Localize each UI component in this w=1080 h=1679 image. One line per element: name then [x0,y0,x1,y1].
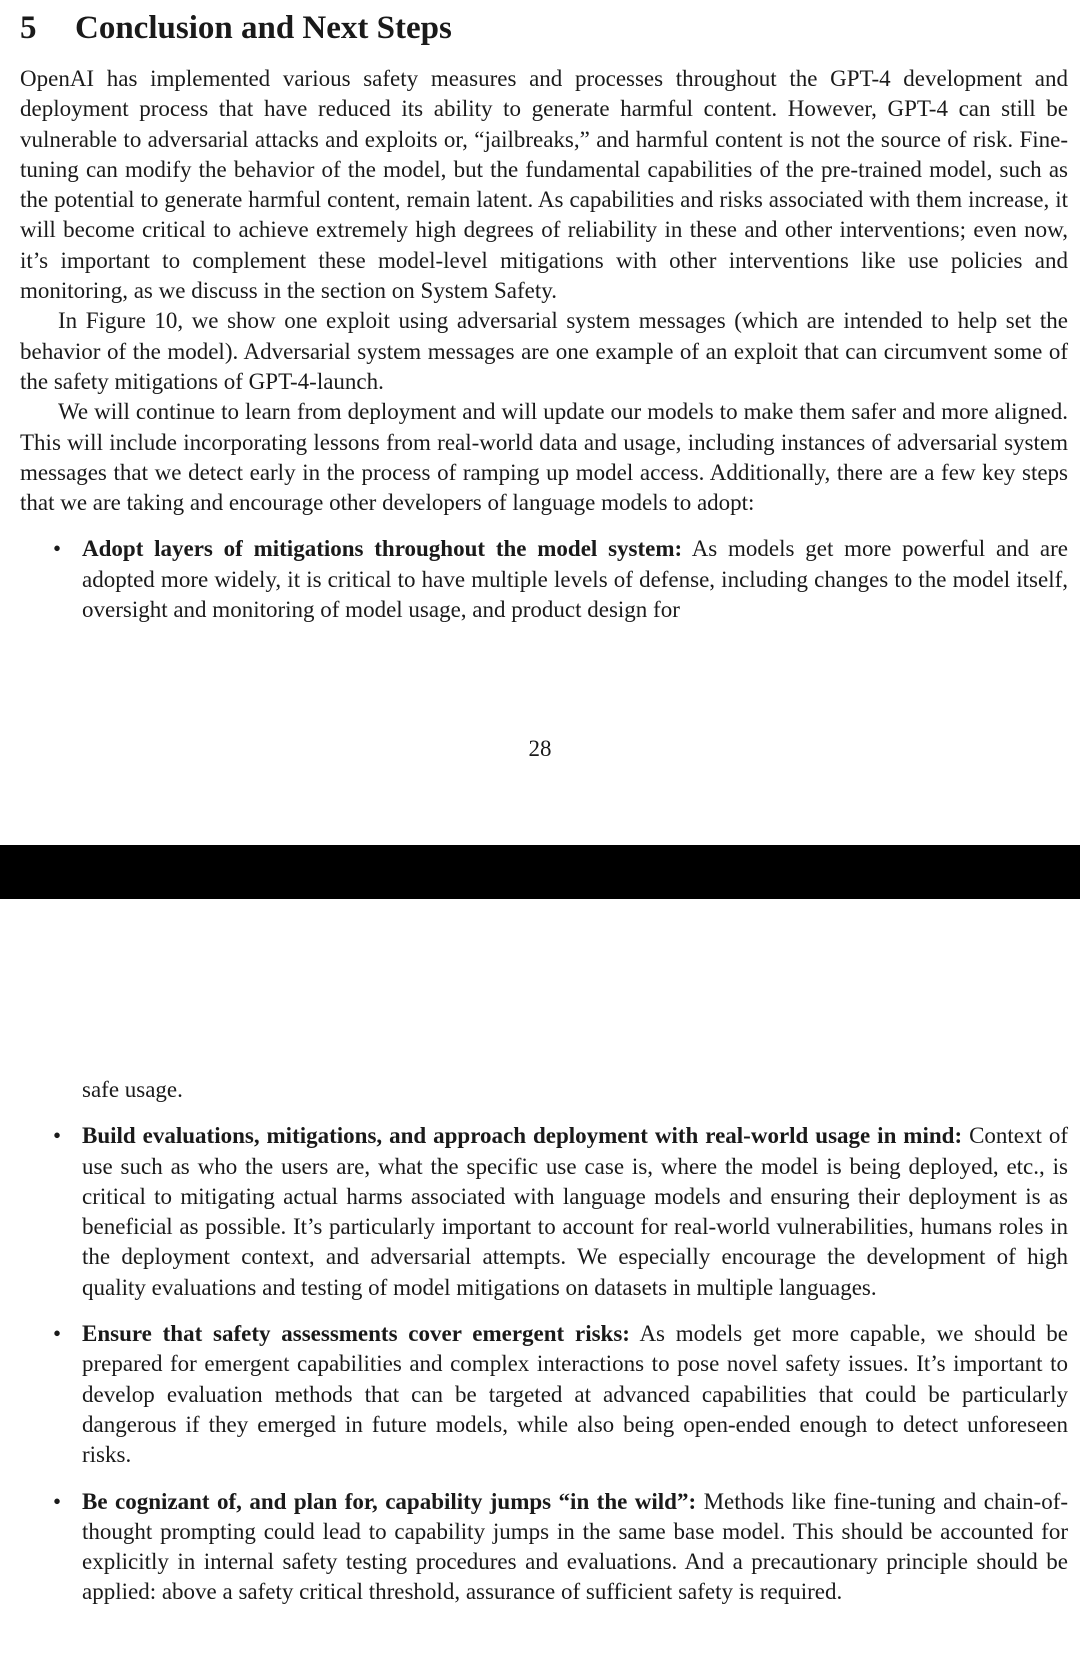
bullet-icon: • [53,536,62,562]
bullet-icon: • [53,1321,62,1347]
page-separator-bar [0,845,1080,899]
bullet-item [20,1487,1068,1608]
paragraph-3: We will continue to learn from deployment and will update our models to make them safer and more aligned. This will include incorporating lessons from real-world data and usage, including instances of adversarial system messages that we detect early in the process of ramping up model access. Additionally, there are a few key steps that we are taking and encourage other developers of language models to adopt: [20,399,1068,516]
section-heading [20,6,452,50]
paragraph-2: In Figure 10, we show one exploit using adversarial system messages (which are intended to help set the behavior of the model). Adversarial system messages are one example of an exploit that can circumvent some of the safety mitigations of GPT-4-launch. [20,308,1068,394]
bullet-heading: Be cognizant of, and plan for, capability jumps “in the wild”: [82,1488,697,1514]
bullet-item [20,534,1068,625]
body-text-block-continued [20,1075,1068,1608]
bullet-list-bottom [20,1121,1068,1607]
section-number: 5 [20,10,37,46]
bullet-text: As models get more capable, we should be prepared for emergent capabilities and complex interactions to pose novel safety issues. It’s important to develop evaluation methods that can be targeted at advanced capabilities that could be particularly dangerous if they emerged in future models, while also being open-ended enough to detect unforeseen risks. [82,1321,1068,1468]
page-bottom [0,899,1080,1679]
bullet-text: Methods like fine-tuning and chain-of-thought prompting could lead to capability jumps in the same base model. This should be accounted for explicitly in internal safety testing procedures and evaluations. And a precautionary principle should be applied: above a safety critical threshold, assurance of sufficient safety is required. [82,1488,1069,1605]
bullet-heading: Ensure that safety assessments cover emergent risks: [82,1321,630,1347]
bullet-continuation: safe usage. [82,1077,183,1102]
section-title: Conclusion and Next Steps [75,10,452,46]
bullet-text: As models get more powerful and are adopted more widely, it is critical to have multiple levels of defense, including changes to the model itself, oversight and monitoring of model usage, and product design for [82,536,1069,623]
bullet-heading: Adopt layers of mitigations throughout the model system: [82,536,683,562]
bullet-icon: • [53,1123,62,1149]
page-number: 28 [528,736,552,761]
bullet-item [20,1319,1068,1470]
body-text-block [20,64,1068,625]
bullet-icon: • [53,1488,62,1514]
bullet-list-top [20,534,1068,625]
bullet-heading: Build evaluations, mitigations, and approach deployment with real-world usage in mind: [82,1123,963,1149]
bullet-item [20,1121,1068,1303]
bullet-text: Context of use such as who the users are, what the specific use case is, where the model is being deployed, etc., is critical to mitigating actual harms associated with language models and ensuring their deployment is as beneficial as possible. It’s particularly important to account for real-world vulnerabilities, humans roles in the deployment context, and adversarial attempts. We especially encourage the development of high quality evaluations and testing of model mitigations on datasets in multiple languages. [82,1123,1068,1300]
paragraph-1: OpenAI has implemented various safety measures and processes throughout the GPT-4 development and deployment process that have reduced its ability to generate harmful content. However, GPT-4 can still be vulnerable to adversarial attacks and exploits or, “jailbreaks,” and harmful content is not the source of risk. Fine-tuning can modify the behavior of the model, but the fundamental capabilities of the pre-trained model, such as the potential to generate harmful content, remain latent. As capabilities and risks associated with them increase, it will become critical to achieve extremely high degrees of reliability in these and other interventions; even now, it’s important to complement these model-level mitigations with other interventions like use policies and monitoring, as we discuss in the section on System Safety. [20,66,1068,304]
